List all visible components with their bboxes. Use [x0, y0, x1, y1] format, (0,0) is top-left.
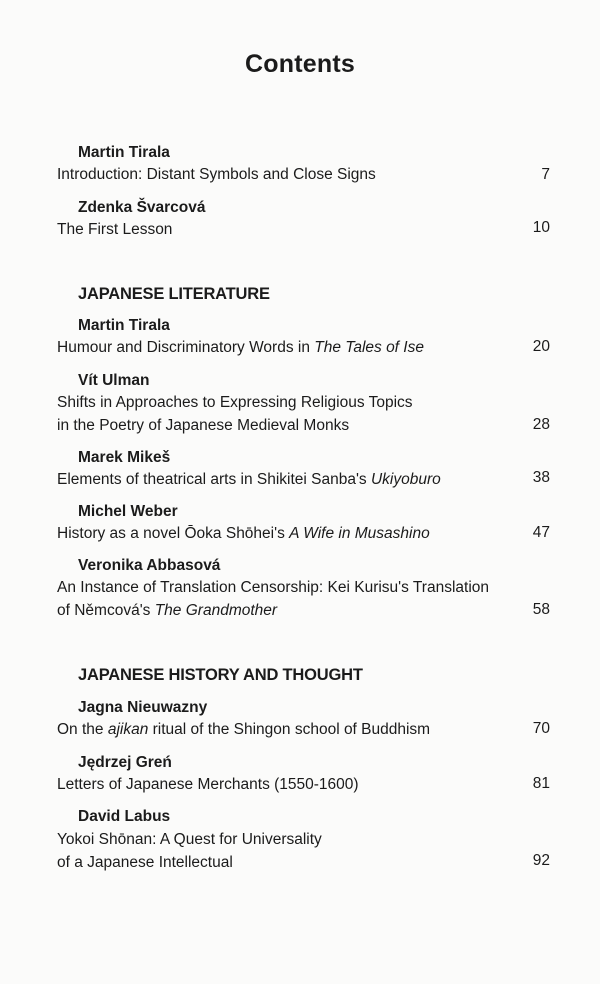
entry-author: Martin Tirala — [78, 144, 170, 161]
entry-title: An Instance of Translation Censorship: Kei Kurisu's Translation — [57, 579, 490, 596]
italic-title: A Wife in Musashino — [289, 525, 430, 542]
section-heading: JAPANESE HISTORY AND THOUGHT — [78, 666, 363, 684]
entry-author: Marek Mikeš — [78, 449, 171, 466]
entry-author: Zdenka Švarcová — [78, 199, 206, 216]
entry-page-number: 7 — [541, 166, 550, 183]
entry-title: Humour and Discriminatory Words in The Tales of Ise — [57, 339, 424, 356]
entry-author: Martin Tirala — [78, 317, 170, 334]
entry-title: Introduction: Distant Symbols and Close Signs — [57, 166, 376, 183]
italic-title: Ukiyoburo — [370, 471, 441, 488]
italic-title: ajikan — [107, 721, 149, 738]
entry-title-continued: of a Japanese Intellectual — [57, 854, 233, 871]
entry-page-number: 28 — [532, 416, 550, 433]
entry-title: Elements of theatrical arts in Shikitei Sanba's Ukiyoburo — [57, 471, 441, 488]
entry-page-number: 38 — [532, 469, 550, 486]
italic-title: The Grandmother — [154, 602, 278, 619]
entry-author: Michel Weber — [78, 503, 178, 520]
entry-page-number: 47 — [532, 524, 550, 541]
entry-title: The First Lesson — [57, 221, 173, 238]
entry-author: Jagna Nieuwazny — [78, 699, 208, 716]
entry-title: History as a novel Ōoka Shōhei's A Wife in Musashino — [57, 525, 430, 542]
entry-page-number: 20 — [532, 338, 550, 355]
entry-page-number: 81 — [532, 775, 550, 792]
entry-title-continued: in the Poetry of Japanese Medieval Monks — [57, 417, 350, 434]
entry-author: Vít Ulman — [78, 372, 150, 389]
entry-title: Letters of Japanese Merchants (1550-1600) — [57, 776, 359, 793]
entry-page-number: 58 — [532, 601, 550, 618]
entry-title-continued: of Němcová's The Grandmother — [57, 602, 278, 619]
entry-page-number: 70 — [532, 720, 550, 737]
entry-page-number: 10 — [532, 219, 550, 236]
entry-author: David Labus — [78, 808, 171, 825]
page-title: Contents — [245, 50, 355, 78]
italic-title: The Tales of Ise — [314, 339, 424, 356]
section-heading: JAPANESE LITERATURE — [78, 285, 270, 303]
entry-title: On the ajikan ritual of the Shingon school of Buddhism — [57, 721, 431, 738]
entry-author: Jędrzej Greń — [78, 754, 172, 771]
entry-title: Shifts in Approaches to Expressing Religious Topics — [57, 394, 413, 411]
entry-page-number: 92 — [532, 852, 550, 869]
entry-title: Yokoi Shōnan: A Quest for Universality — [57, 831, 322, 848]
entry-author: Veronika Abbasová — [78, 557, 221, 574]
